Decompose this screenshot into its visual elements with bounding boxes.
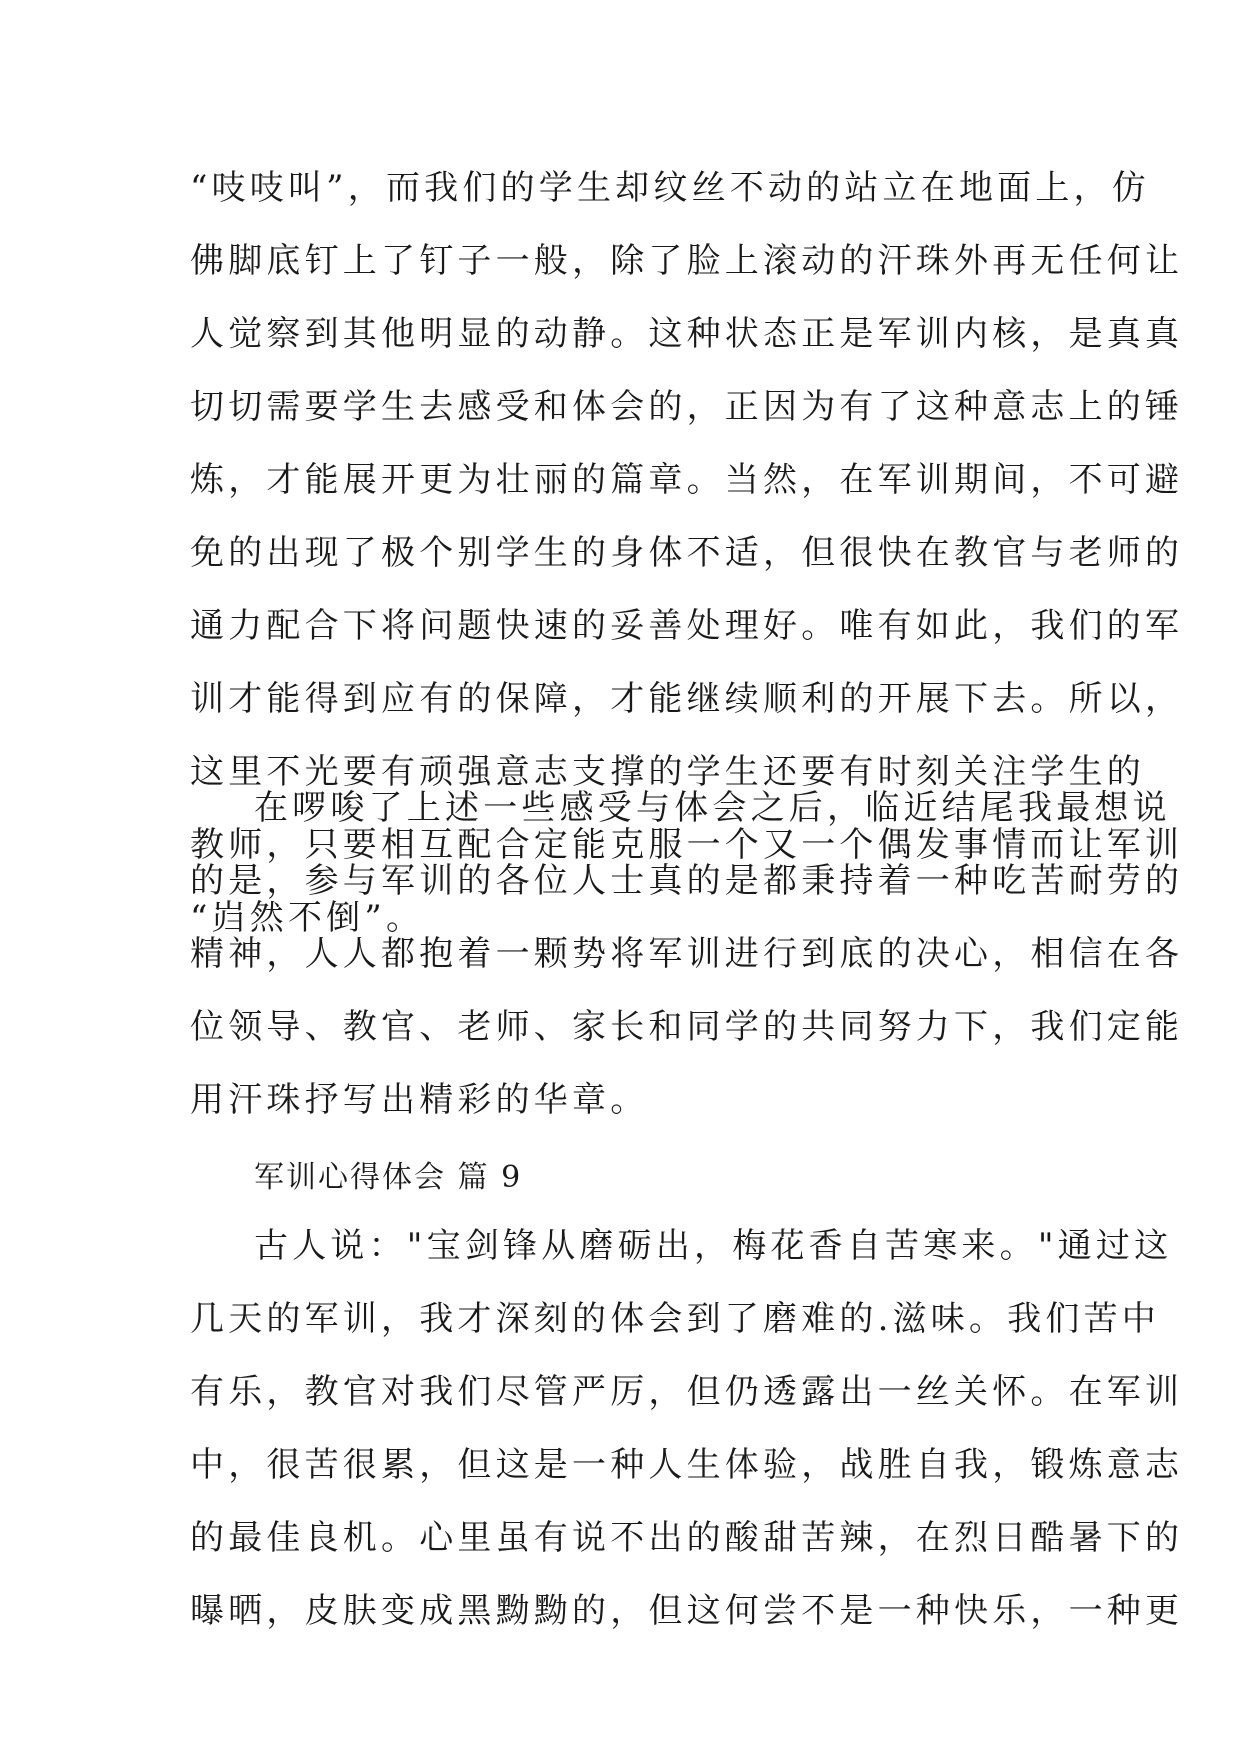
text-line: 位领导、教官、老师、家长和同学的共同努力下，我们定能 bbox=[190, 1007, 1184, 1047]
text-line: 人觉察到其他明显的动静。这种状态正是军训内核，是真真 bbox=[190, 314, 1184, 354]
text-line: 几天的军训，我才深刻的体会到了磨难的.滋味。我们苦中 bbox=[190, 1299, 1161, 1339]
text-line: 精神，人人都抱着一颗势将军训进行到底的决心，相信在各 bbox=[190, 934, 1184, 974]
text-line: 用汗珠抒写出精彩的华章。 bbox=[190, 1080, 649, 1120]
text-line: 通力配合下将问题快速的妥善处理好。唯有如此，我们的军 bbox=[190, 606, 1184, 646]
text-line: 免的出现了极个别学生的身体不适，但很快在教官与老师的 bbox=[190, 533, 1184, 573]
paragraph-section-9 bbox=[190, 1210, 1184, 1648]
text-line: 在啰唆了上述一些感受与体会之后，临近结尾我最想说 bbox=[254, 788, 1171, 828]
text-line: “岿然不倒”。 bbox=[190, 898, 425, 938]
text-line: 佛脚底钉上了钉子一般，除了脸上滚动的汗珠外再无任何让 bbox=[190, 241, 1184, 281]
text-line: 的是，参与军训的各位人士真的是都秉持着一种吃苦耐劳的 bbox=[190, 861, 1184, 901]
text-line: 中，很苦很累，但这是一种人生体验，战胜自我，锻炼意志 bbox=[190, 1445, 1184, 1485]
text-line: 切切需要学生去感受和体会的，正因为有了这种意志上的锤 bbox=[190, 387, 1184, 427]
text-line: 训才能得到应有的保障，才能继续顺利的开展下去。所以， bbox=[190, 679, 1184, 719]
text-line: 这里不光要有顽强意志支撑的学生还要有时刻关注学生的 bbox=[190, 752, 1145, 792]
text-line: 有乐，教官对我们尽管严厉，但仍透露出一丝关怀。在军训 bbox=[190, 1372, 1184, 1412]
section-heading-block bbox=[190, 1148, 1050, 1208]
text-line: 曝晒，皮肤变成黑黝黝的，但这何尝不是一种快乐，一种更 bbox=[190, 1591, 1184, 1631]
text-line: 教师，只要相互配合定能克服一个又一个偶发事情而让军训 bbox=[190, 825, 1184, 865]
text-line: 炼，才能展开更为壮丽的篇章。当然，在军训期间，不可避 bbox=[190, 460, 1184, 500]
text-line: 的最佳良机。心里虽有说不出的酸甜苦辣，在烈日酷暑下的 bbox=[190, 1518, 1184, 1558]
text-line: “吱吱叫”，而我们的学生却纹丝不动的站立在地面上，仿 bbox=[190, 168, 1150, 208]
text-line: 古人说："宝剑锋从磨砺出，梅花香自苦寒来。"通过这 bbox=[254, 1226, 1173, 1266]
section-heading: 军训心得体会 篇 9 bbox=[254, 1160, 523, 1195]
